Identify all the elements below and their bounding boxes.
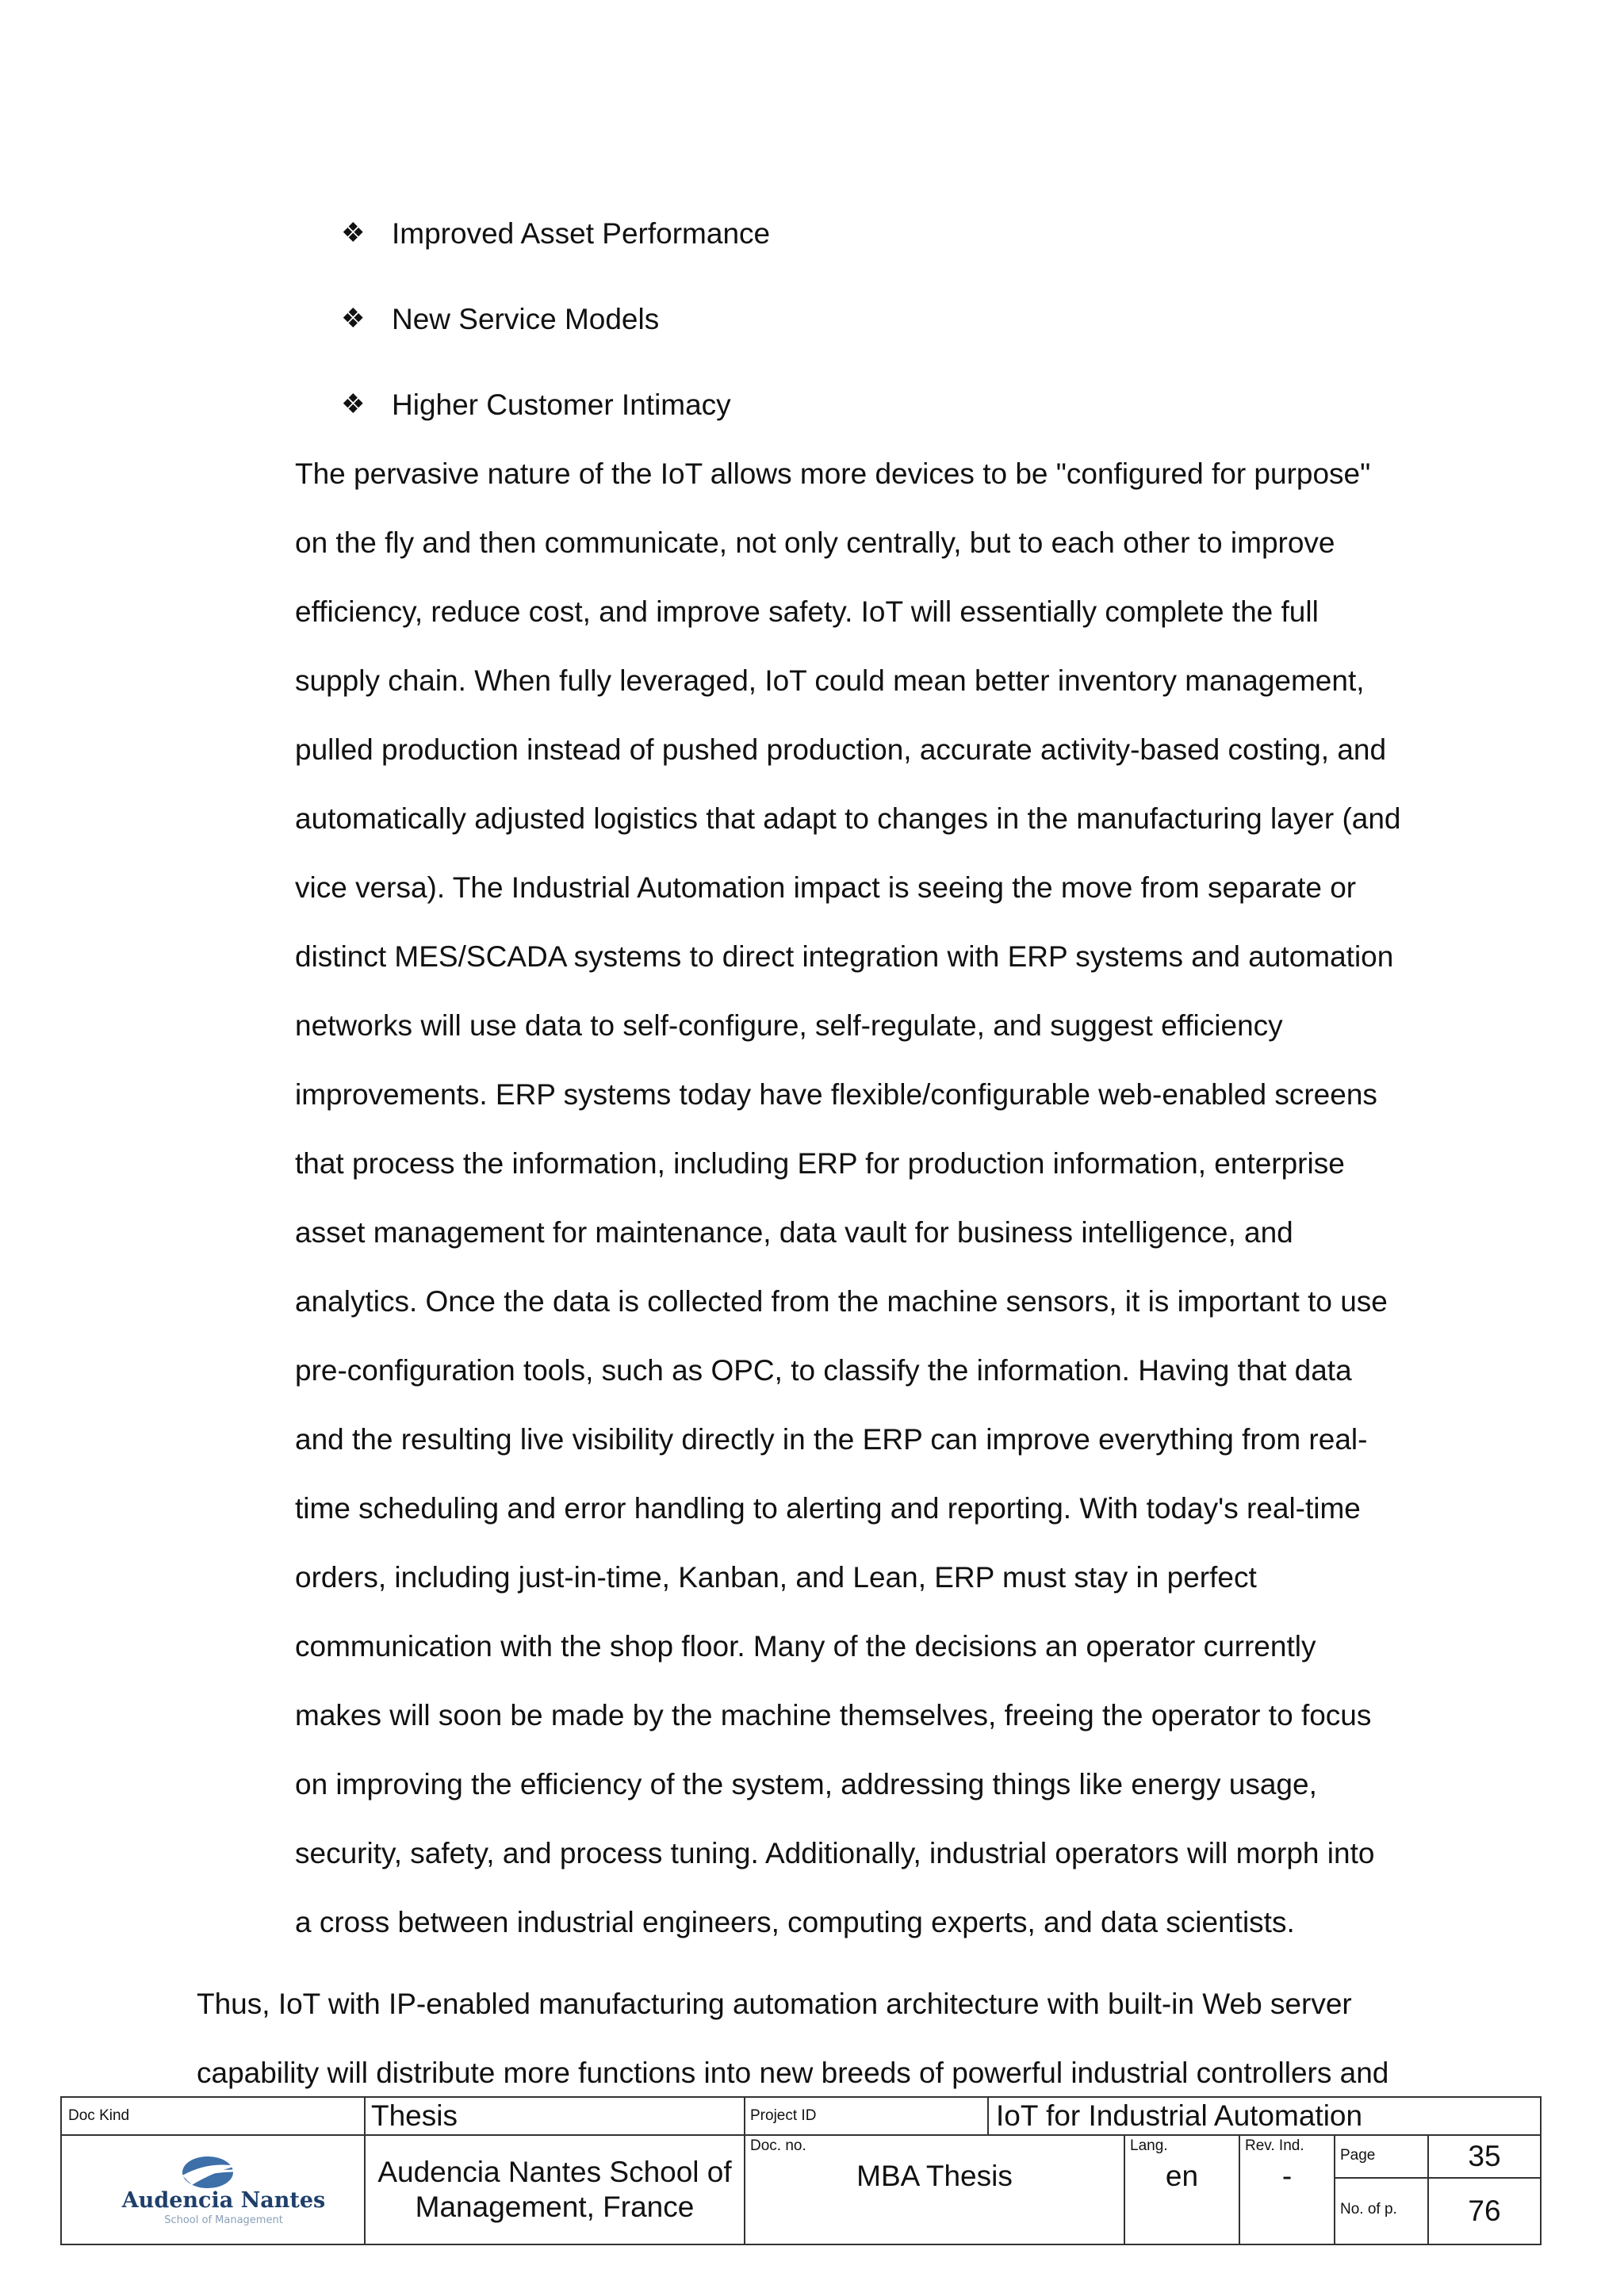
doc-no-value: MBA Thesis <box>856 2160 1013 2192</box>
paragraph-line: asset management for maintenance, data vault for business intelligence, and <box>295 1216 1293 1249</box>
project-id-label: Project ID <box>750 2107 817 2124</box>
paragraph-line: capability will distribute more functions into new breeds of powerful industrial controllers and <box>197 2057 1389 2089</box>
paragraph-line: improvements. ERP systems today have flexible/configurable web-enabled screens <box>295 1078 1377 1111</box>
paragraph-line: pulled production instead of pushed production, accurate activity-based costing, and <box>295 733 1387 766</box>
paragraph-line: Thus, IoT with IP-enabled manufacturing automation architecture with built-in Web server <box>197 1988 1352 2020</box>
svg-text:Audencia Nantes: Audencia Nantes <box>121 2188 326 2213</box>
paragraph-line: communication with the shop floor. Many of the decisions an operator currently <box>295 1630 1316 1663</box>
doc-kind-value: Thesis <box>371 2099 458 2132</box>
doc-no-label: Doc. no. <box>750 2137 806 2154</box>
paragraph-line: supply chain. When fully leveraged, IoT could mean better inventory management, <box>295 664 1365 697</box>
paragraph-line: and the resulting live visibility directly in the ERP can improve everything from real- <box>295 1423 1368 1456</box>
paragraph-line: The pervasive nature of the IoT allows more devices to be "configured for purpose" <box>295 457 1371 490</box>
diamond-bullet-icon: ❖ <box>341 218 366 248</box>
paragraph-line: that process the information, including ERP for production information, enterprise <box>295 1147 1345 1180</box>
rev-label: Rev. Ind. <box>1245 2137 1304 2154</box>
lang-value: en <box>1165 2160 1199 2192</box>
paragraph-line: distinct MES/SCADA systems to direct integration with ERP systems and automation <box>295 940 1394 973</box>
institution-line: Management, France <box>415 2191 695 2223</box>
paragraph-line: on the fly and then communicate, not only centrally, but to each other to improve <box>295 526 1335 559</box>
institution-name <box>366 2136 744 2244</box>
institution-line: Audencia Nantes School of <box>377 2156 732 2188</box>
page-label: Page <box>1340 2147 1376 2164</box>
project-id-value: IoT for Industrial Automation <box>996 2099 1363 2132</box>
paragraph-line: security, safety, and process tuning. Additionally, industrial operators will morph into <box>295 1837 1375 1869</box>
pages-label: No. of p. <box>1340 2201 1397 2218</box>
page-number: 35 <box>1468 2140 1501 2172</box>
bullet-list <box>341 190 770 447</box>
svg-text:School of Management: School of Management <box>164 2214 283 2226</box>
rev-value: - <box>1281 2160 1293 2192</box>
paragraph-line: on improving the efficiency of the system, addressing things like energy usage, <box>295 1768 1317 1800</box>
body-paragraph-2 <box>197 1969 1465 2107</box>
paragraph-line: analytics. Once the data is collected from the machine sensors, it is important to use <box>295 1285 1388 1318</box>
paragraph-line: makes will soon be made by the machine themselves, freeing the operator to focus <box>295 1699 1372 1732</box>
paragraph-line: a cross between industrial engineers, computing experts, and data scientists. <box>295 1906 1295 1938</box>
bullet-text: New Service Models <box>392 302 660 335</box>
paragraph-line: networks will use data to self-configure, self-regulate, and suggest efficiency <box>295 1009 1283 1042</box>
doc-kind-label: Doc Kind <box>68 2107 130 2124</box>
paragraph-line: vice versa). The Industrial Automation impact is seeing the move from separate or <box>295 871 1357 904</box>
bullet-item <box>341 276 770 362</box>
lang-label: Lang. <box>1130 2137 1168 2154</box>
audencia-logo <box>73 2153 374 2233</box>
bullet-item <box>341 362 770 447</box>
body-paragraph <box>295 439 1437 1957</box>
diamond-bullet-icon: ❖ <box>341 304 366 334</box>
paragraph-line: time scheduling and error handling to alerting and reporting. With today's real-time <box>295 1492 1361 1525</box>
paragraph-line: automatically adjusted logistics that adapt to changes in the manufacturing layer (and <box>295 802 1401 835</box>
paragraph-line: pre-configuration tools, such as OPC, to classify the information. Having that data <box>295 1354 1352 1387</box>
bullet-text: Higher Customer Intimacy <box>392 388 731 421</box>
diamond-bullet-icon: ❖ <box>341 389 366 419</box>
paragraph-line: orders, including just-in-time, Kanban, and Lean, ERP must stay in perfect <box>295 1561 1257 1594</box>
paragraph-line: efficiency, reduce cost, and improve safety. IoT will essentially complete the full <box>295 595 1319 628</box>
audencia-logo-icon <box>73 2153 374 2233</box>
document-footer-table <box>60 2096 1542 2245</box>
bullet-text: Improved Asset Performance <box>392 216 771 250</box>
bullet-item <box>341 190 770 276</box>
total-pages: 76 <box>1468 2195 1501 2227</box>
